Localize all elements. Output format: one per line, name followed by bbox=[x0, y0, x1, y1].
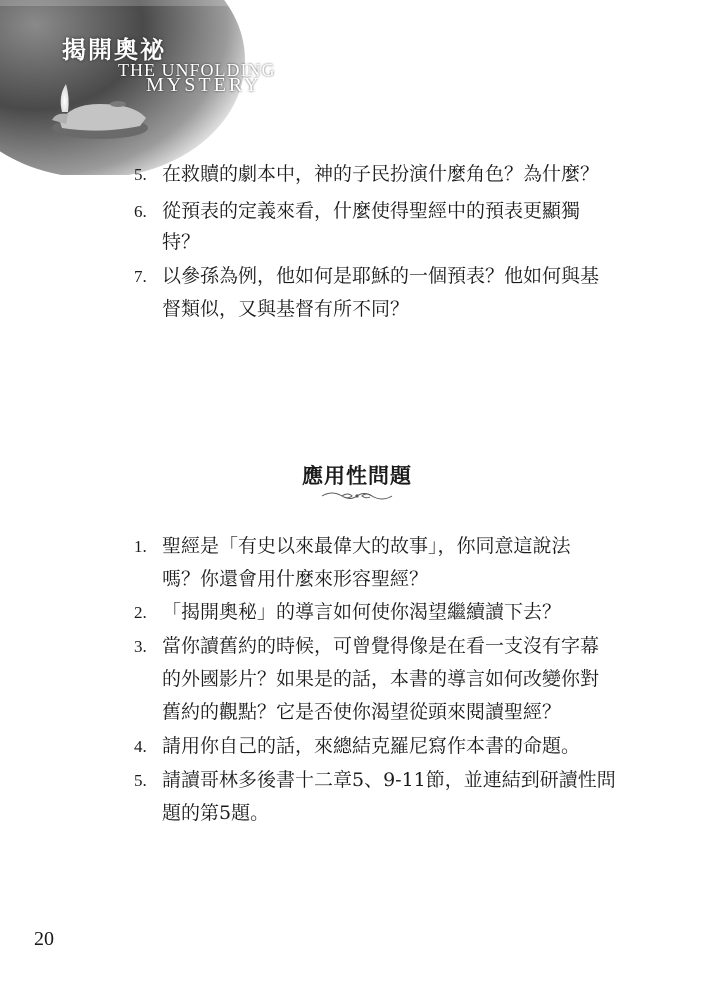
question-text-continued: 題的第5題。 bbox=[162, 802, 270, 824]
question-text: 以參孫為例，他如何是耶穌的一個預表？他如何與基 bbox=[162, 265, 600, 287]
question-text-continued: 的外國影片？如果是的話，本書的導言如何改變你對 bbox=[162, 668, 600, 690]
question-text: 聖經是「有史以來最偉大的故事」，你同意這說法 bbox=[162, 535, 571, 557]
question-number: 5. bbox=[134, 771, 147, 790]
question-number: 4. bbox=[134, 737, 147, 756]
question-text-continued: 舊約的觀點？它是否使你渴望從頭來閱讀聖經？ bbox=[162, 701, 562, 723]
question-number: 6. bbox=[134, 202, 147, 221]
question-text: 「揭開奧秘」的導言如何使你渴望繼續讀下去？ bbox=[162, 601, 562, 623]
page-number: 20 bbox=[34, 928, 54, 950]
question-number: 2. bbox=[134, 603, 147, 622]
book-subtitle-line-2: MYSTERY bbox=[146, 74, 262, 96]
question-text-continued: 督類似，又與基督有所不同？ bbox=[162, 298, 410, 320]
section-title: 應用性問題 bbox=[302, 463, 412, 488]
question-text: 從預表的定義來看，什麼使得聖經中的預表更顯獨 bbox=[162, 200, 581, 222]
question-text-continued: 嗎？你還會用什麼來形容聖經？ bbox=[162, 568, 429, 590]
question-number: 5. bbox=[134, 165, 147, 184]
question-number: 7. bbox=[134, 267, 147, 286]
question-text: 請讀哥林多後書十二章5、9-11節，並連結到研讀性問 bbox=[162, 769, 616, 791]
question-number: 1. bbox=[134, 537, 147, 556]
book-title: 揭開奧祕 bbox=[62, 35, 166, 64]
question-text: 請用你自己的話，來總結克羅尼寫作本書的命題。 bbox=[162, 735, 581, 757]
question-number: 3. bbox=[134, 637, 147, 656]
flourish-ornament-icon bbox=[318, 488, 396, 504]
book-subtitle-line-1: THE UNFOLDING bbox=[118, 60, 276, 80]
question-text: 當你讀舊約的時候，可曾覺得像是在看一支沒有字幕 bbox=[162, 635, 600, 657]
question-text: 在救贖的劇本中，神的子民扮演什麼角色？為什麼？ bbox=[162, 163, 600, 185]
question-text-continued: 特？ bbox=[162, 231, 201, 253]
